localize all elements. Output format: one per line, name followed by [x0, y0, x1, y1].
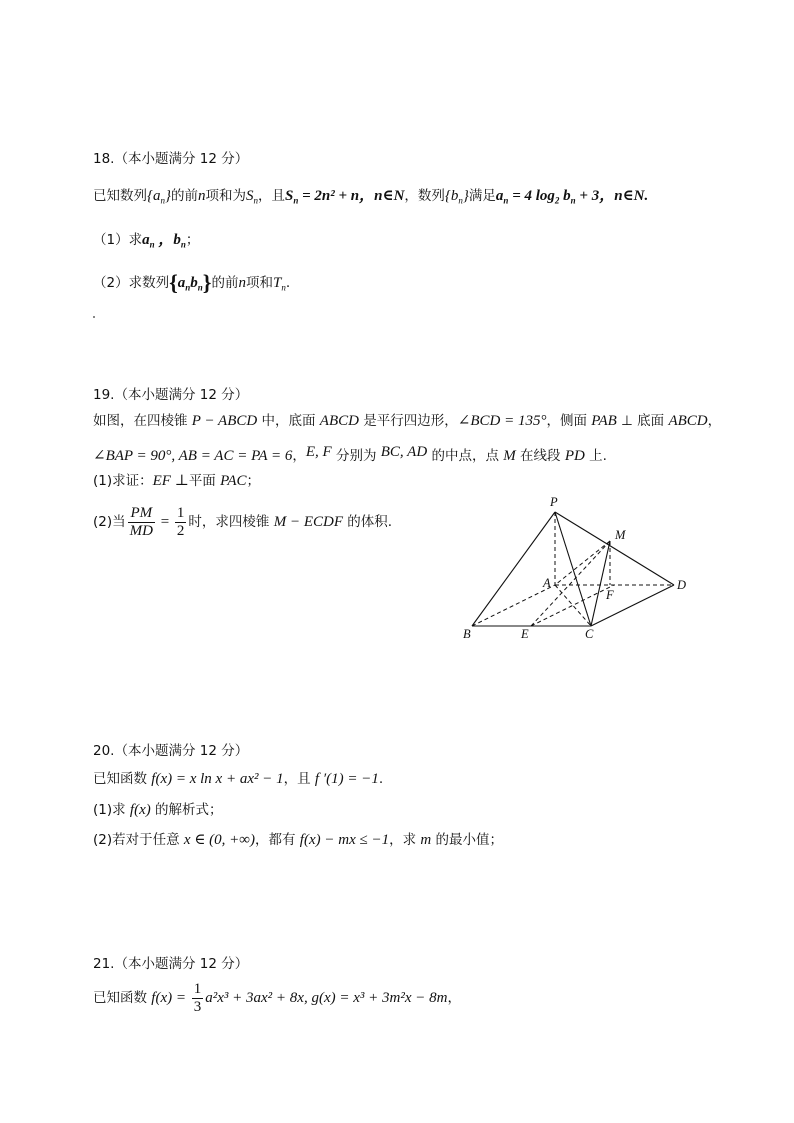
q18-stem-text-6: 满足: [468, 188, 496, 204]
q19-l2-t5: 上.: [584, 448, 607, 464]
q20-p2-label: (2)若对于任意: [93, 832, 184, 848]
q19-p2-eq: =: [156, 514, 173, 530]
q20-stem-m2: f ′(1) = −1: [314, 771, 379, 787]
q21-stem-frac: [192, 981, 204, 1016]
q19-l1-t5: ⊥ 底面: [616, 413, 669, 429]
q21-stem-end: ，: [447, 990, 461, 1006]
q18-p1-b: b: [173, 232, 181, 248]
q19-p1-label: (1)求证：: [93, 473, 153, 489]
q18-formula-b: b: [559, 188, 571, 204]
q21-header: 21.（本小题满分 12 分）: [93, 956, 249, 972]
q19-l2-t2: 分别为: [331, 448, 381, 464]
label-E: E: [521, 627, 529, 641]
label-F: F: [606, 588, 614, 602]
stray-mark: [93, 316, 95, 318]
label-A: A: [543, 576, 551, 590]
q18-seq-a: {a: [147, 188, 161, 204]
q19-l1-t2: 中，底面: [257, 413, 320, 429]
q19-l1-m2: ABCD: [319, 413, 359, 429]
q18-p2-brace-close: }: [202, 270, 212, 295]
label-D: D: [677, 578, 687, 592]
q18-formula-S-sub: n: [293, 195, 299, 206]
q20-header: 20.（本小题满分 12 分）: [93, 743, 249, 759]
edge-MC: [591, 541, 610, 626]
q19-part-2: [93, 500, 392, 544]
q19-p2-end: 的体积.: [343, 514, 393, 530]
q21-frac-num: 1: [193, 980, 202, 997]
edge-CD: [591, 585, 674, 626]
q19-part-1: [93, 470, 260, 492]
q18-p2-T: T: [272, 275, 282, 291]
q20-part-2: [93, 829, 503, 851]
q19-stem-line-2: [93, 441, 607, 467]
q18-stem-text-3: 项和为: [205, 188, 246, 204]
q20-p2-m1: x ∈ (0, +∞): [183, 832, 255, 848]
q20-stem-t1: 已知函数: [93, 771, 152, 787]
q18-log-base: 2: [554, 195, 560, 206]
q18-p1-end: ；: [185, 232, 200, 248]
q20-p2-t1: ，都有: [255, 832, 300, 848]
q20-stem-m1: f(x) = x ln x + ax² − 1: [151, 771, 284, 787]
q19-l1-t4: ，侧面: [546, 413, 592, 429]
q21-frac-den: 3: [193, 998, 202, 1015]
q20-stem-t2: ，且: [283, 771, 315, 787]
q19-pyramid-figure: [455, 493, 700, 643]
q20-p2-m2: f(x) − mx ≤ −1: [299, 832, 390, 848]
q19-l1-m4: PAB: [591, 413, 617, 429]
q21-stem-t1: 已知函数: [93, 990, 152, 1006]
q18-formula-b-sub: n: [570, 195, 576, 206]
q19-l1-t1: 如图，在四棱锥: [93, 413, 192, 429]
edge-BA: [472, 585, 555, 626]
q18-part-2: [93, 272, 290, 299]
q18-p2-b: b: [190, 275, 198, 291]
q19-header: 19.（本小题满分 12 分）: [93, 387, 249, 403]
q20-p2-m3: m: [420, 832, 432, 848]
q19-l2-t1: ，: [292, 448, 306, 464]
q20-p1-label: (1)求: [93, 802, 130, 818]
q18-stem-text-2: 的前: [171, 188, 198, 204]
q18-formula-S: S: [285, 188, 294, 204]
q18-header: 18.（本小题满分 12 分）: [93, 151, 249, 167]
edge-AC: [555, 585, 591, 626]
q20-part-1: [93, 799, 223, 821]
q18-stem: [93, 185, 648, 212]
q18-seq-b-sub: n: [458, 195, 463, 206]
q18-p2-text-1: 的前: [211, 275, 239, 291]
q18-S: S: [246, 188, 254, 204]
q18-p2-T-sub: n: [281, 282, 286, 293]
q18-p1-a: a: [142, 232, 150, 248]
q19-p2-half-den: 2: [176, 522, 185, 539]
q19-l2-m5: PD: [564, 448, 585, 464]
q18-stem-text-5: ，数列: [404, 188, 445, 204]
q19-l2-t3: 的中点，点: [427, 448, 504, 464]
q19-p2-m: M − ECDF: [273, 514, 343, 530]
q18-p1-a-sub: n: [149, 239, 155, 250]
q20-p2-t2: ，求: [389, 832, 421, 848]
edge-PB: [472, 512, 555, 626]
q21-stem: [93, 976, 461, 1020]
q18-seq-a-close: }: [165, 188, 171, 204]
edge-PD: [555, 512, 674, 585]
q18-formula-a-sub: n: [503, 195, 509, 206]
q18-formula-a-tail: + 3: [575, 188, 600, 204]
label-P: P: [550, 495, 558, 509]
q19-l2-m4: M: [503, 448, 516, 464]
q19-p1-m: EF ⊥: [152, 473, 189, 489]
q18-p1-comma: ，: [154, 232, 174, 248]
q18-seq-b-close: }: [462, 188, 469, 204]
q19-l2-m1: ∠BAP = 90°, AB = AC = PA = 6: [93, 448, 293, 464]
q18-p2-a-sub: n: [185, 282, 191, 293]
label-M: M: [615, 528, 626, 542]
label-B: B: [463, 627, 471, 641]
q20-stem: [93, 768, 383, 790]
q19-p2-ratio-num: PM: [128, 505, 155, 523]
q19-p2-ratio: [128, 505, 155, 540]
q18-n: n: [198, 188, 206, 204]
q18-p2-a: a: [177, 275, 186, 291]
q19-p1-t: 平面: [188, 473, 221, 489]
q18-p2-n: n: [238, 275, 246, 291]
q19-p2-half-num: 1: [176, 504, 185, 521]
q21-stem-m1: f(x) =: [151, 990, 190, 1006]
q19-p1-end: ；: [246, 473, 261, 489]
q18-p2-end: .: [285, 275, 291, 291]
q19-l2-m2: E, F: [305, 444, 332, 460]
q19-l2-m3: BC, AD: [380, 444, 428, 460]
q18-p2-brace-open: {: [169, 270, 178, 295]
edge-PC: [555, 512, 591, 626]
label-C: C: [585, 627, 594, 641]
q18-p1-b-sub: n: [180, 239, 186, 250]
q19-l1-t6: ，: [707, 413, 722, 429]
q18-formula-a-rhs: = 4 log: [508, 188, 555, 204]
q18-p1-label: （1）求: [93, 232, 143, 248]
q19-p2-label: (2)当: [93, 514, 126, 530]
q19-stem-line-1: [93, 410, 721, 432]
q19-p2-t: 时，求四棱锥: [188, 514, 274, 530]
q18-cond-2: ，n∈N.: [599, 188, 649, 204]
q19-p1-m2: PAC: [220, 473, 247, 489]
q18-seq-a-sub: n: [160, 195, 165, 206]
q20-p2-t3: 的最小值；: [431, 832, 504, 848]
q21-stem-m2: a²x³ + 3ax² + 8x, g(x) = x³ + 3m²x − 8m: [205, 990, 448, 1006]
q18-seq-b: {b: [444, 188, 459, 204]
q18-S-sub: n: [253, 195, 258, 206]
q18-stem-text-4: ，且: [258, 188, 285, 204]
q20-stem-end: .: [378, 771, 384, 787]
q19-l1-m1: P − ABCD: [191, 413, 258, 429]
q18-p2-b-sub: n: [197, 282, 203, 293]
q18-p2-text-2: 项和: [245, 275, 273, 291]
q19-p2-half: [175, 505, 187, 540]
q18-part-1: [93, 229, 199, 256]
q20-p1-m: f(x): [129, 802, 151, 818]
q19-l1-m5: ABCD: [668, 413, 708, 429]
q19-p2-ratio-den: MD: [129, 522, 153, 539]
q18-formula-a: a: [495, 188, 504, 204]
q19-l1-t3: 是平行四边形，: [358, 413, 458, 429]
q19-l1-m3: ∠BCD = 135°: [457, 413, 547, 429]
q20-p1-t: 的解析式；: [150, 802, 223, 818]
q18-stem-text-1: 已知数列: [93, 188, 147, 204]
q18-cond-1: ，n∈N: [359, 188, 405, 204]
q18-p2-label: （2）求数列: [93, 275, 170, 291]
q19-l2-t4: 在线段: [515, 448, 565, 464]
q18-formula-S-rhs: = 2n² + n: [298, 188, 360, 204]
